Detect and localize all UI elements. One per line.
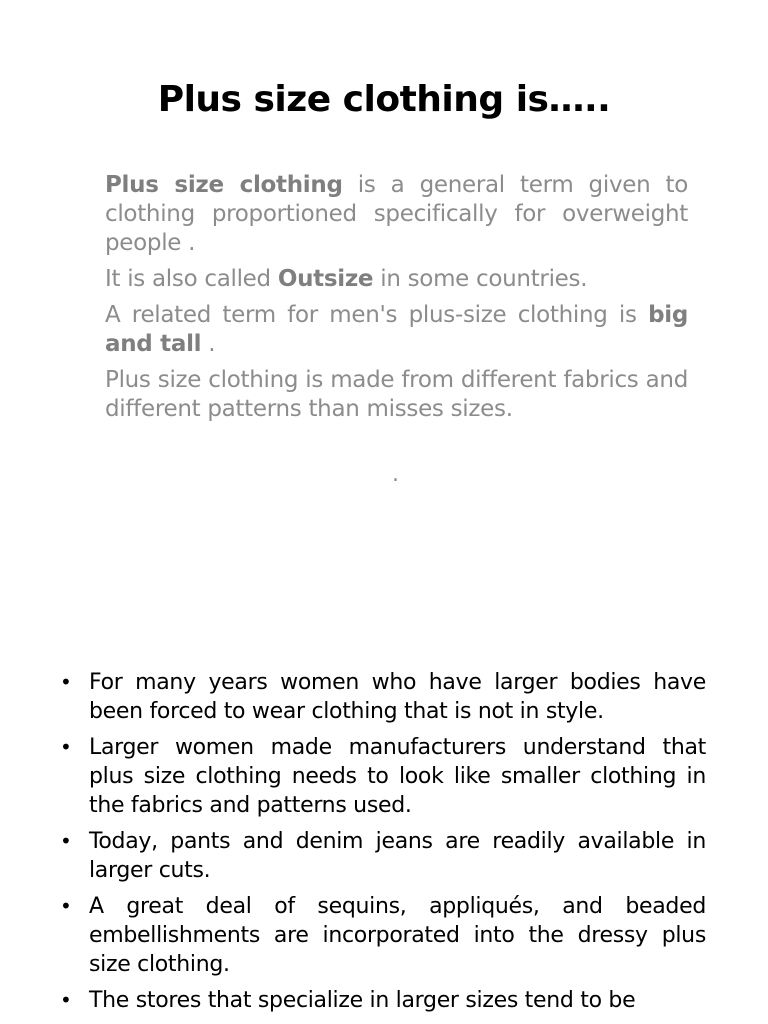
paragraph-definition xyxy=(105,171,688,258)
term-plus-size-clothing: Plus size clothing xyxy=(105,172,343,198)
slide-title: Plus size clothing is….. xyxy=(157,79,611,120)
slide-2 xyxy=(0,576,768,1024)
bullet-icon: • xyxy=(60,829,72,853)
bullet-list xyxy=(60,668,706,1022)
list-item xyxy=(60,668,706,726)
big-tall-pre-text: A related term for men's plus-size clothing is xyxy=(105,302,649,328)
paragraph-fabrics: Plus size clothing is made from different fabrics and different patterns than misses sizes. xyxy=(105,367,688,422)
bullet-icon: • xyxy=(60,670,72,694)
list-item xyxy=(60,827,706,885)
bullet-text: A great deal of sequins, appliqués, and beaded embellishments are incorporated into the dressy plus size clothing. xyxy=(89,894,706,977)
bullet-text: The stores that specialize in larger sizes tend to be xyxy=(89,988,636,1013)
term-outsize: Outsize xyxy=(277,266,374,292)
bullet-icon: • xyxy=(60,735,72,759)
big-tall-post-text: . xyxy=(201,331,216,357)
list-item xyxy=(60,733,706,820)
definition-text: is a general term given to clothing proportioned specifically for overweight people . xyxy=(105,172,688,256)
outsize-post-text: in some countries. xyxy=(373,266,588,292)
paragraph-outsize xyxy=(105,265,688,294)
bullet-text: For many years women who have larger bodies have been forced to wear clothing that is not in style. xyxy=(89,670,706,724)
bullet-text: Today, pants and denim jeans are readily available in larger cuts. xyxy=(89,829,706,883)
list-item xyxy=(60,986,706,1015)
term-big-and-tall: big and tall xyxy=(105,302,688,357)
paragraph-big-and-tall xyxy=(105,301,688,359)
trailing-dot: . xyxy=(392,462,399,487)
list-item xyxy=(60,892,706,979)
bullet-text: Larger women made manufacturers understand that plus size clothing needs to look like smaller clothing in the fabrics and patterns used. xyxy=(89,735,706,818)
bullet-icon: • xyxy=(60,894,72,918)
outsize-pre-text: It is also called xyxy=(105,266,278,292)
slide-1-content xyxy=(105,171,688,431)
bullet-icon: • xyxy=(60,988,72,1012)
